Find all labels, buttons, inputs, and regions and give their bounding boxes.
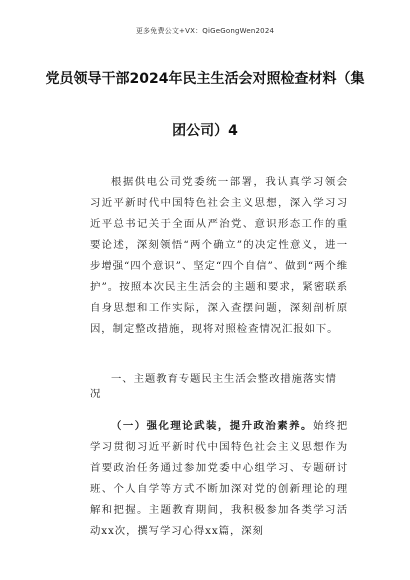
intro-paragraph: 根据供电公司党委统一部署，我认真学习领会习近平新时代中国特色社会主义思想，深入学习习近平总书记关于全面从严治党、意识形态工作的重要论述，深刻领悟“两个确立”的决定性意义，进一步增强“四个意识”、坚定“四个自信”、做到“两个维护”。按照本次民主生活会的主题和要求，紧密联系自身思想和工作实际，深入查摆问题，深刻剖析原因，制定整改措施，现将对照检查情况汇报如下。 [90, 176, 348, 335]
subsection-paragraph [90, 416, 348, 542]
document-title-line-1: 党员领导干部2024年民主生活会对照检查材料（集 [45, 71, 365, 87]
subsection-text: 始终把学习贯彻习近平新时代中国特色社会主义思想作为首要政治任务通过参加党委中心组学习、专题研讨班、个人自学等方式不断加深对党的创新理论的理解和把握。主题教育期间，我积极参加各类学习活动xx次，撰写学习心得xx篇，深刻 [90, 420, 348, 537]
header-note: 更多免费公文+VX：QiGeGongWen2024 [135, 27, 275, 35]
document-title-line-2: 团公司）4 [172, 123, 238, 139]
subsection-label: （一）强化理论武装，提升政治素养。 [111, 420, 313, 432]
section-heading: 一、主题教育专题民主生活会整改措施落实情况 [90, 373, 337, 400]
